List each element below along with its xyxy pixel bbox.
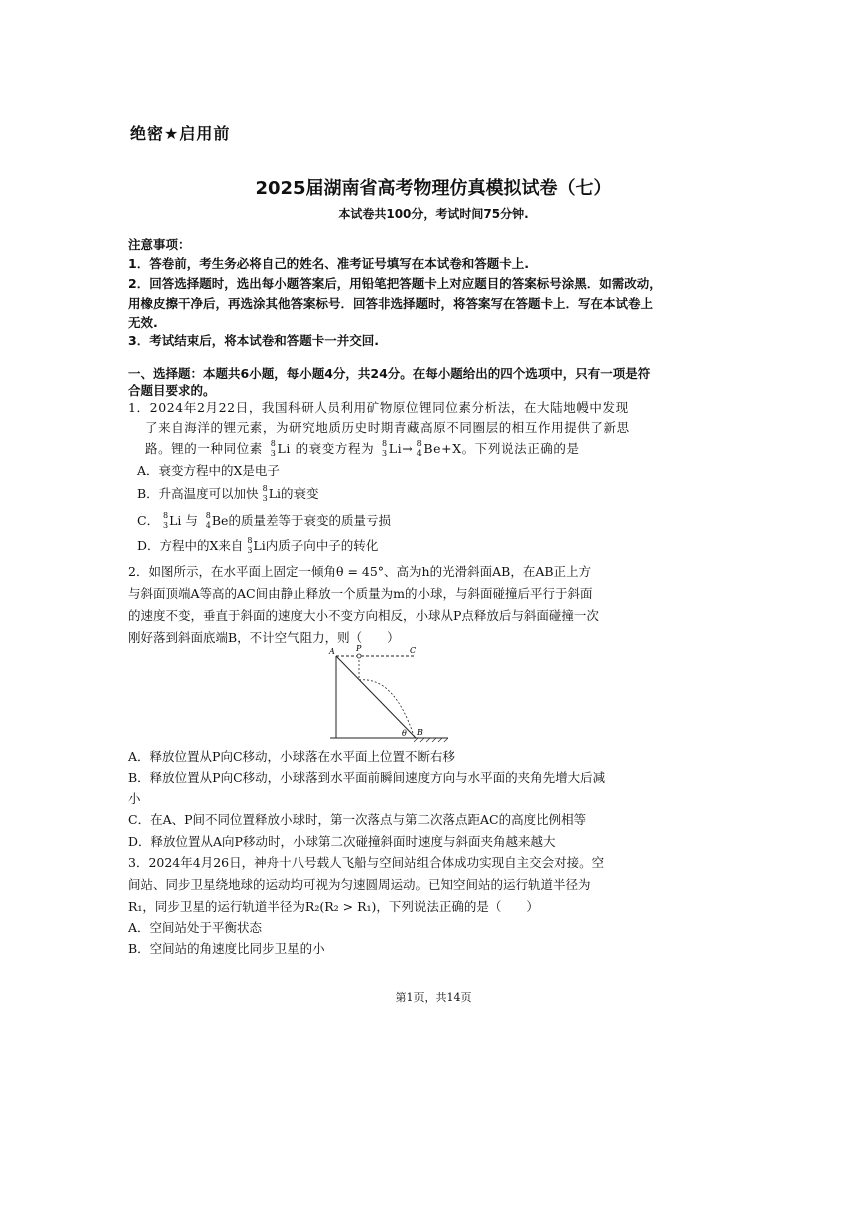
q2-option-d: D．释放位置从A向P移动时，小球第二次碰撞斜面时速度与斜面夹角越来越大 [128,834,556,849]
q1-option-a: A．衰变方程中的X是电子 [137,463,280,478]
label-theta: θ [402,729,407,738]
label-a: A [329,647,335,656]
q3-line: 3．2024年4月26日，神舟十八号载人飞船与空间站组合体成功实现自主交会对接。空 [128,855,605,870]
q2-line: 2．如图所示，在水平面上固定一倾角θ = 45°、高为h的光滑斜面AB，在AB正上方 [128,564,592,579]
q3-line: R₁，同步卫星的运行轨道半径为R₂(R₂ > R₁)，下列说法正确的是（ ） [128,899,539,914]
q1-option-b: B．升高温度可以加快 8 3 Li的衰变 [137,483,319,503]
q1-line: 了来自海洋的锂元素，为研究地质历史时期青藏高原不同圈层的相互作用提供了新思 [145,420,630,435]
q2-line: 刚好落到斜面底端B，不计空气阻力，则（ ） [128,630,400,645]
notice-item: 用橡皮擦干净后，再选涂其他答案标号．回答非选择题时，将答案写在答题卡上．写在本试卷上 [128,296,654,311]
exam-subtitle: 本试卷共100分，考试时间75分钟. [338,207,529,221]
q2-option-c: C．在A、P间不同位置释放小球时，第一次落点与第二次落点距AC的高度比例相等 [128,812,587,827]
q1-option-c: C． 8 3 Li 与 8 4 Be的质量差等于衰变的质量亏损 [137,510,391,530]
q3-option-a: A．空间站处于平衡状态 [128,920,263,935]
q3-option-b: B．空间站的角速度比同步卫星的小 [128,941,325,956]
notice-item: 2．回答选择题时，选出每小题答案后，用铅笔把答题卡上对应题目的答案标号涂黑．如需改动， [128,276,662,291]
q2-line: 的速度不变，垂直于斜面的速度大小不变方向相反，小球从P点释放后与斜面碰撞一次 [128,608,599,623]
notice-heading: 注意事项： [128,237,191,252]
q2-option-b-cont: 小 [128,791,141,806]
section-heading-cont: 合题目要求的。 [128,383,216,398]
q1-option-d: D．方程中的X来自 8 3 Li内质子向中子的转化 [137,535,379,555]
section-heading: 一、选择题：本题共6小题，每小题4分，共24分。在每小题给出的四个选项中，只有一项是符 [128,366,651,381]
q1-line: 路。锂的一种同位素 8 3 Li 的衰变方程为 8 3 Li→ 8 4 Be+X。下列说法正确的是 [145,438,580,458]
q2-option-a: A．释放位置从P向C移动，小球落在水平面上位置不断右移 [128,749,456,764]
notice-item: 3．考试结束后，将本试卷和答题卡一并交回. [128,333,379,348]
page-footer: 第1页，共14页 [395,991,472,1004]
notice-item: 1．答卷前，考生务必将自己的姓名、准考证号填写在本试卷和答题卡上. [128,256,529,271]
q1-line: 1．2024年2月22日，我国科研人员利用矿物原位锂同位素分析法，在大陆地幔中发现 [128,400,629,415]
exam-title: 2025届湖南省高考物理仿真模拟试卷（七） [255,178,612,199]
q2-option-b: B．释放位置从P向C移动，小球落到水平面前瞬间速度方向与水平面的夹角先增大后减 [128,770,606,785]
label-c: C [410,646,417,655]
incline-figure [322,642,452,744]
q2-line: 与斜面顶端A等高的AC间由静止释放一个质量为m的小球，与斜面碰撞后平行于斜面 [128,586,593,601]
confidential-mark: 绝密★启用前 [130,124,231,143]
label-b: B [417,728,423,737]
notice-item: 无效. [128,315,158,330]
label-p: P [356,644,362,653]
q3-line: 间站、同步卫星绕地球的运动均可视为匀速圆周运动。已知空间站的运行轨道半径为 [128,877,591,892]
